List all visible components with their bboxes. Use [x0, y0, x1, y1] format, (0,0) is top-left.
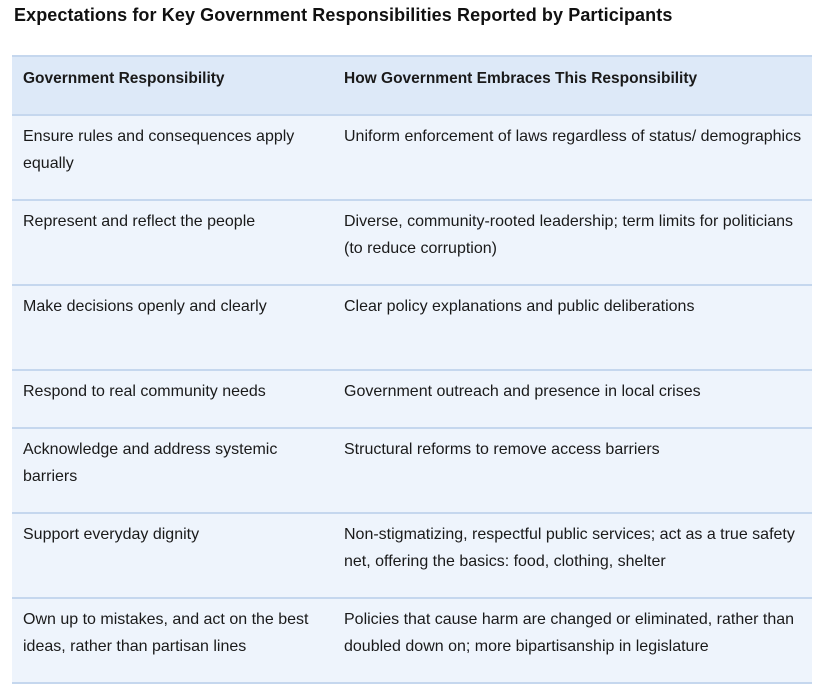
responsibility-cell: Ensure rules and consequences apply equally: [23, 128, 295, 172]
embrace-cell: Diverse, community-rooted leadership; term limits for politicians (to reduce corruption): [344, 213, 794, 257]
responsibility-cell: Acknowledge and address systemic barriers: [23, 441, 278, 485]
responsibility-cell: Make decisions openly and clearly: [23, 298, 267, 315]
embrace-cell: Structural reforms to remove access barriers: [344, 441, 660, 458]
responsibility-cell: Represent and reflect the people: [23, 213, 256, 230]
table-row: [12, 201, 812, 286]
table-row: [12, 116, 812, 201]
page-title: Expectations for Key Government Responsibilities Reported by Participants: [14, 5, 673, 25]
column-header-embrace: How Government Embraces This Responsibility: [344, 70, 698, 87]
table-header-row: [12, 57, 812, 116]
embrace-cell: Clear policy explanations and public deliberations: [344, 298, 695, 315]
embrace-cell: Government outreach and presence in local crises: [344, 383, 701, 400]
responsibility-cell: Respond to real community needs: [23, 383, 266, 400]
responsibilities-table: [12, 55, 812, 684]
embrace-cell: Non-stigmatizing, respectful public services; act as a true safety net, offering the basics: food, clothing, shelter: [344, 526, 795, 570]
responsibility-cell: Own up to mistakes, and act on the best ideas, rather than partisan lines: [23, 611, 309, 655]
embrace-cell: Policies that cause harm are changed or eliminated, rather than doubled down on; more bipartisanship in legislature: [344, 611, 795, 655]
table-row: [12, 599, 812, 684]
table-row: [12, 286, 812, 371]
table-row: [12, 514, 812, 599]
column-header-responsibility: Government Responsibility: [23, 70, 225, 87]
responsibility-cell: Support everyday dignity: [23, 526, 200, 543]
table-row: [12, 429, 812, 514]
embrace-cell: Uniform enforcement of laws regardless of status/ demographics: [344, 128, 802, 145]
table-row: [12, 371, 812, 429]
